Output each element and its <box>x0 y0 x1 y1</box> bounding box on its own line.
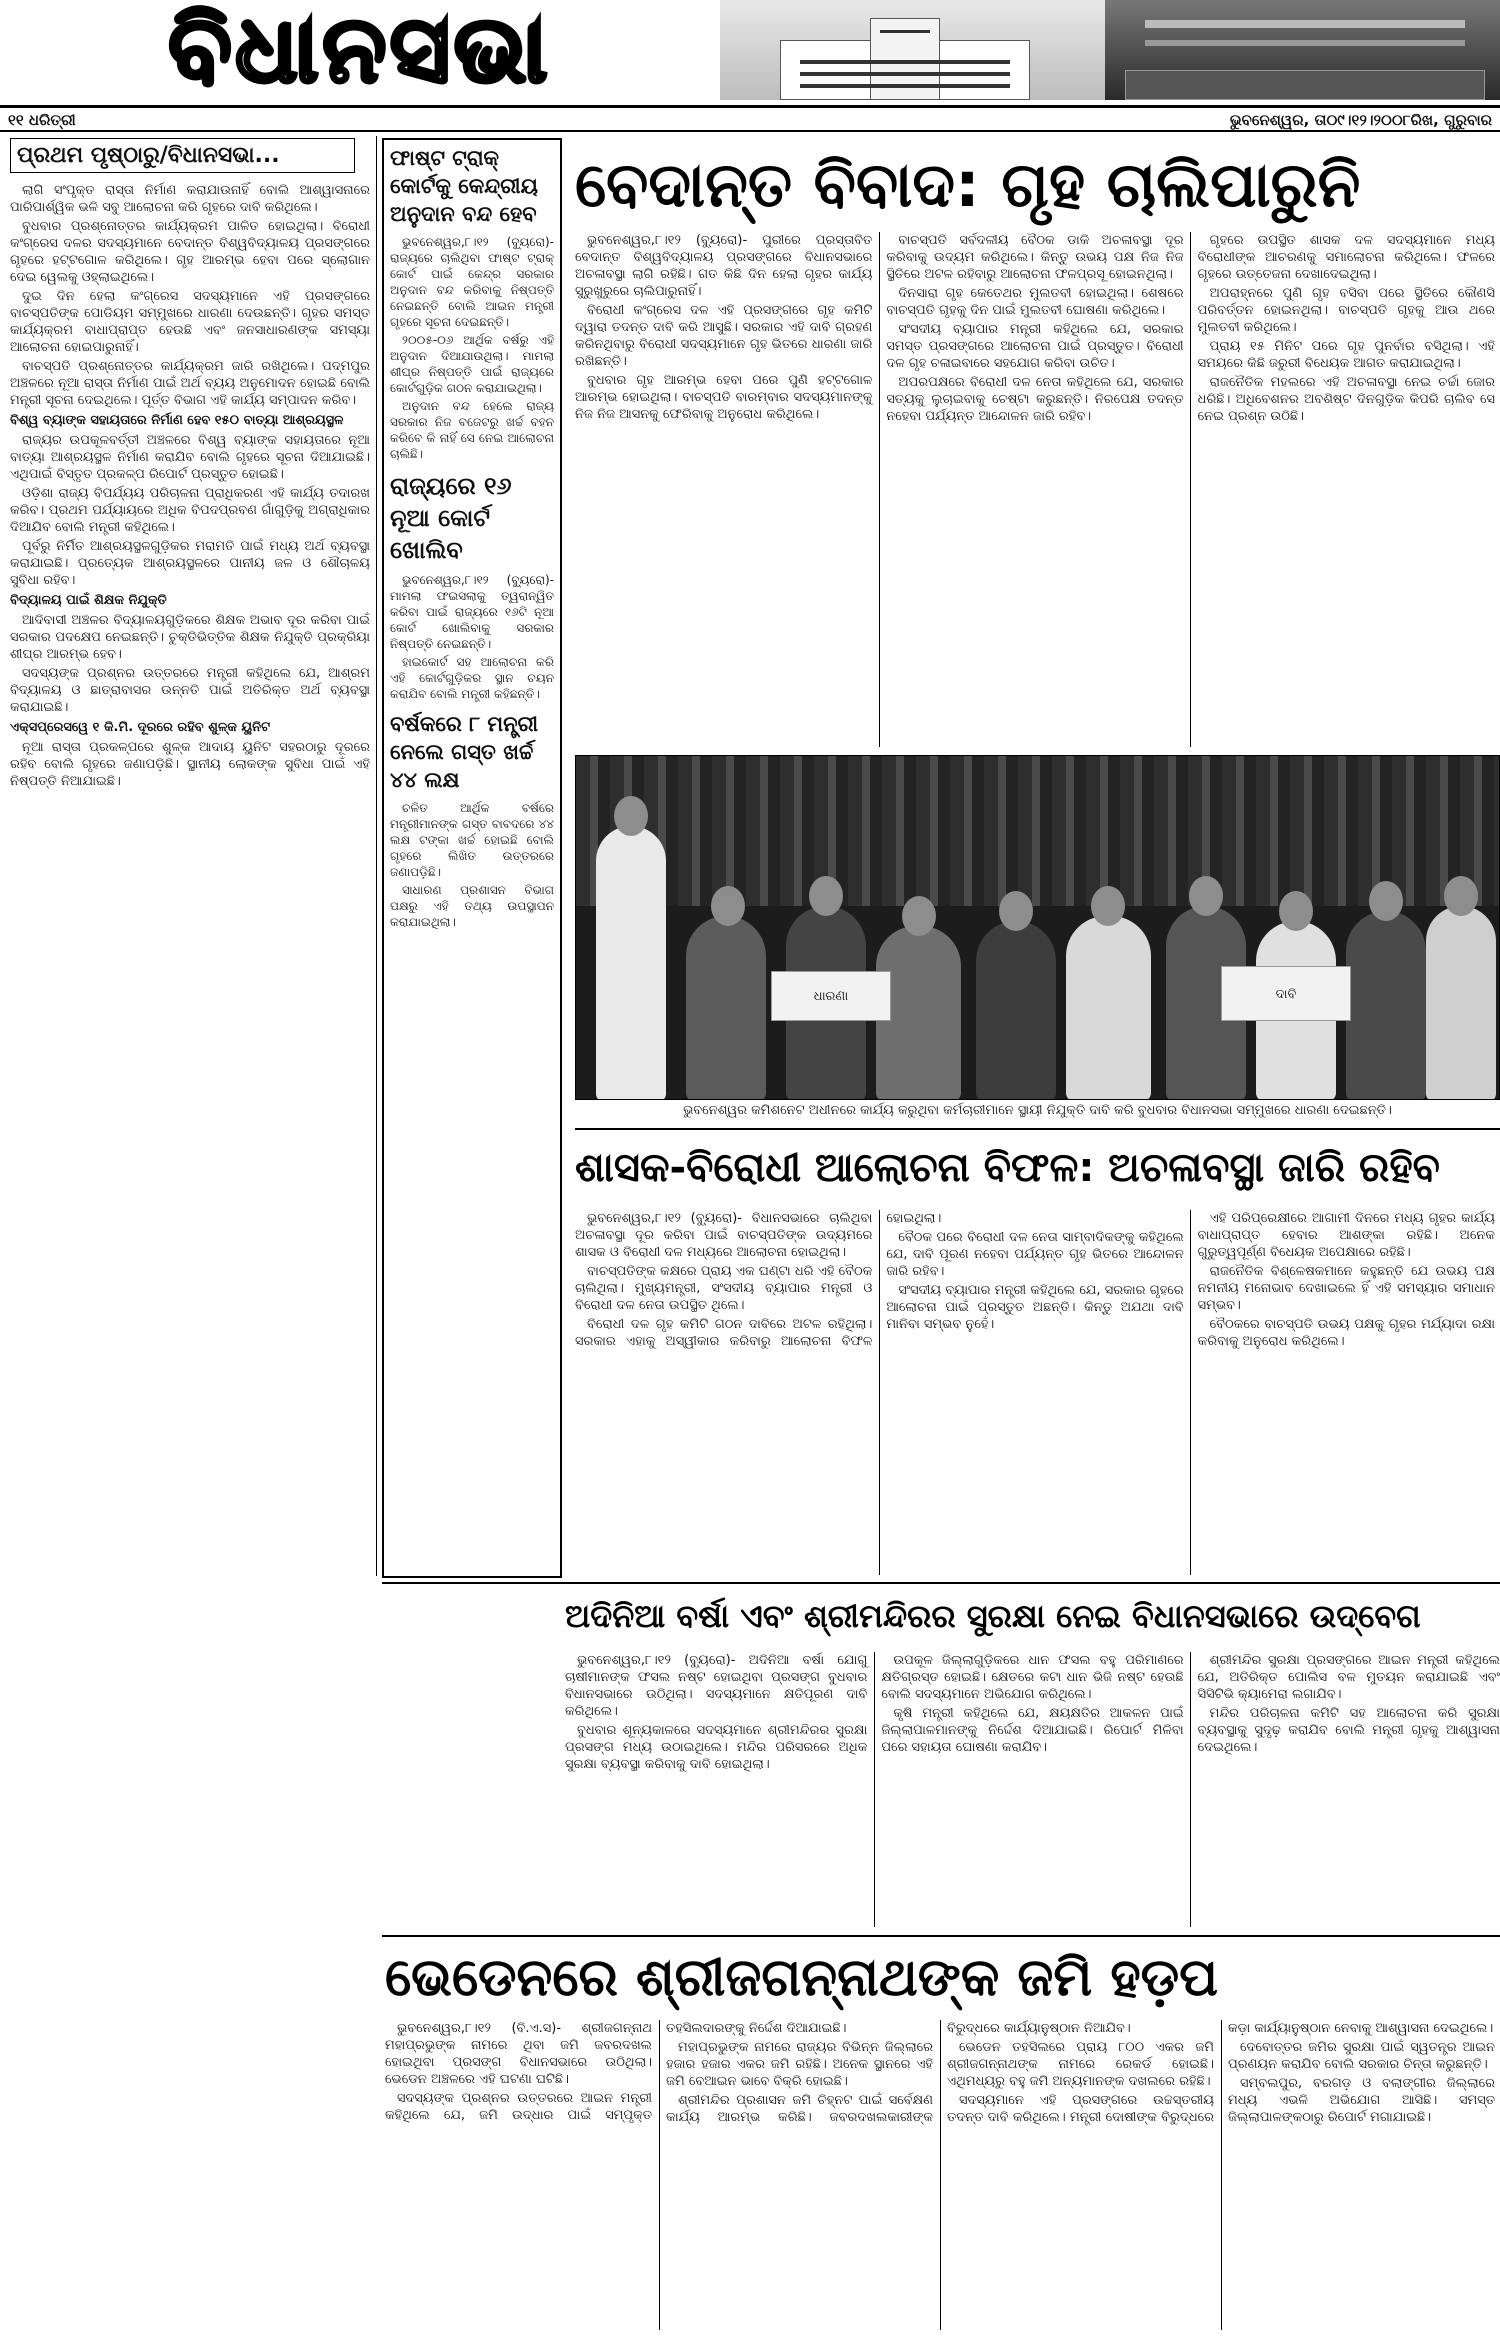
assembly-building-photo <box>720 0 1105 100</box>
minister-travel-headline: ବର୍ଷକରେ ୮ ମନ୍ତ୍ରୀ ନେଲେ ଗସ୍ତ ଖର୍ଚ୍ଚ ୪୪ ଲକ୍ଷ <box>390 712 539 792</box>
minister-travel-body <box>384 798 560 934</box>
rain-para: ଉପକୂଳ ଜିଲ୍ଲାଗୁଡ଼ିକରେ ଧାନ ଫସଲ ବହୁ ପରିମାଣରେ କ୍ଷତିଗ୍ରସ୍ତ ହୋଇଛି। କ୍ଷେତରେ କଟା ଧାନ ଭିଜି ନଷ୍ଟ ହେଉଛି ବୋଲି ସଦସ୍ୟମାନେ ଅଭିଯୋଗ କରିଥିଲେ। <box>881 1653 1184 1702</box>
section-rule <box>382 1935 1500 1937</box>
fast-track-para: ଭୁବନେଶ୍ୱର,୮।୧୨ (ବ୍ୟୁରୋ)- ରାଜ୍ୟରେ ଚାଲିଥିବା ଫାଷ୍ଟ ଟ୍ରାକ୍ କୋର୍ଟ ପାଇଁ କେନ୍ଦ୍ର ସରକାର ଅନୁଦାନ ବନ୍ଦ କରିବାକୁ ନିଷ୍ପତ୍ତି ନେଇଛନ୍ତି ବୋଲି ଆଇନ ମନ୍ତ୍ରୀ ଗୃହରେ ସୂଚନା ଦେଇଛନ୍ତି। <box>390 235 554 329</box>
vedanta-para: ବିରୋଧୀ କଂଗ୍ରେସ ଦଳ ଏହି ପ୍ରସଙ୍ଗରେ ଗୃହ କମିଟି ଦ୍ୱାରା ତଦନ୍ତ ଦାବି କରି ଆସୁଛି। ସରକାର ଏହି ଦାବି ଗ୍ରହଣ କରିନଥିବାରୁ ବିରୋଧୀ ସଦସ୍ୟମାନେ ଗୃହ ଭିତରେ ଧାରଣା ଜାରି ରଖିଛନ୍ତି। <box>575 303 873 369</box>
protest-banner-2: ଦାବି <box>1221 966 1351 1021</box>
fast-track-headline: ଫାଷ୍ଟ ଟ୍ରାକ୍ କୋର୍ଟକୁ କେନ୍ଦ୍ରୀୟ ଅନୁଦାନ ବନ୍ଦ ହେବ <box>390 146 538 226</box>
section-rule <box>382 1582 1500 1584</box>
rain-para: ଭୁବନେଶ୍ୱର,୮।୧୨ (ବ୍ୟୁରୋ)- ଅଦିନିଆ ବର୍ଷା ଯୋଗୁ ଚାଷୀମାନଙ୍କ ଫସଲ ନଷ୍ଟ ହୋଇଥିବା ପ୍ରସଙ୍ଗ ବୁଧବାର ବିଧାନସଭାରେ ଉଠିଥିଲା। ସଦସ୍ୟମାନେ କ୍ଷତିପୂରଣ ଦାବି କରିଥିଲେ। <box>565 1653 868 1719</box>
deadlock-para: ବୈଠକରେ ବାଚସ୍ପତି ଉଭୟ ପକ୍ଷକୁ ଗୃହର ମର୍ଯ୍ୟାଦା ରକ୍ଷା କରିବାକୁ ଅନୁରୋଧ କରିଥିଲେ। <box>1197 1317 1495 1349</box>
new-courts-headline: ରାଜ୍ୟରେ ୧୬ ନୂଆ କୋର୍ଟ ଖୋଲିବ <box>390 472 512 564</box>
jagannath-land-headline: ଭେଡେନରେ ଶ୍ରୀଜଗନ୍ନାଥଙ୍କ ଜମି ହଡ଼ପ <box>385 1948 1219 2008</box>
land-para: ସମ୍ବଲପୁର, ବରଗଡ଼ ଓ ବଲାଙ୍ଗୀର ଜିଲ୍ଲାରେ ମଧ୍ୟ ଏଭଳି ଅଭିଯୋଗ ଆସିଛି। ସମସ୍ତ ଜିଲ୍ଲାପାଳଙ୍କଠାରୁ ରିପୋର୍ଟ ମଗାଯାଇଛି। <box>1228 2076 1495 2125</box>
fast-track-court-box <box>382 138 562 1578</box>
page-number: ୧୧ ଧରିତ୍ରୀ <box>8 111 76 129</box>
left-para: ସଦସ୍ୟଙ୍କ ପ୍ରଶ୍ନର ଉତ୍ତରରେ ମନ୍ତ୍ରୀ କହିଥିଲେ ଯେ, ଆଶ୍ରମ ବିଦ୍ୟାଳୟ ଓ ଛାତ୍ରାବାସର ଉନ୍ନତି ପାଇଁ ଅତିରିକ୍ତ ଅର୍ଥ ବ୍ୟବସ୍ଥା କରାଯାଇଛି। <box>10 666 370 715</box>
deadlock-body <box>575 1210 1495 1575</box>
new-courts-body <box>384 570 560 706</box>
left-para: ନୂଆ ରାସ୍ତା ପ୍ରକଳ୍ପରେ ଶୁଳ୍କ ଆଦାୟ ୟୁନିଟ ସହରଠାରୁ ଦୂରରେ ରହିବ ବୋଲି ଗୃହରେ ଜଣାପଡ଼ିଛି। ସ୍ଥାନୀୟ ଲୋକଙ୍କ ସୁବିଧା ପାଇଁ ଏହି ନିଷ୍ପତ୍ତି ନିଆଯାଇଛି। <box>10 740 370 789</box>
vedanta-para: ସଂସଦୀୟ ବ୍ୟାପାର ମନ୍ତ୍ରୀ କହିଥିଲେ ଯେ, ସରକାର ସମସ୍ତ ପ୍ରସଙ୍ଗରେ ଆଲୋଚନା ପାଇଁ ପ୍ରସ୍ତୁତ। ବିରୋଧୀ ଦଳ ଗୃହ ଚଳାଇବାରେ ସହଯୋଗ କରିବା ଉଚିତ। <box>886 322 1184 371</box>
assembly-hall-photo <box>1105 0 1500 100</box>
minister-travel-para: ଚଳିତ ଆର୍ଥିକ ବର୍ଷରେ ମନ୍ତ୍ରୀମାନଙ୍କ ଗସ୍ତ ବାବଦରେ ୪୪ ଲକ୍ଷ ଟଙ୍କା ଖର୍ଚ୍ଚ ହୋଇଛି ବୋଲି ଗୃହରେ ଲିଖିତ ଉତ୍ତରରେ ଜଣାପଡ଼ିଛି। <box>390 801 554 879</box>
masthead <box>0 0 1500 108</box>
land-para: ମହାପ୍ରଭୁଙ୍କ ନାମରେ ରାଜ୍ୟର ବିଭିନ୍ନ ଜିଲ୍ଲାରେ ହଜାର ହଜାର ଏକର ଜମି ରହିଛି। ଅନେକ ସ୍ଥାନରେ ଏହି ଜମି ବେଆଇନ ଭାବେ ବିକ୍ରି ହୋଇଛି। <box>666 2040 933 2089</box>
left-subhead: ବିଶ୍ୱ ବ୍ୟାଙ୍କ ସହାୟତାରେ ନିର୍ମାଣ ହେବ ୧୫୦ ବାତ୍ୟା ଆଶ୍ରୟସ୍ଥଳ <box>10 413 344 428</box>
rain-para: ବୁଧବାର ଶୂନ୍ୟକାଳରେ ସଦସ୍ୟମାନେ ଶ୍ରୀମନ୍ଦିରର ସୁରକ୍ଷା ପ୍ରସଙ୍ଗ ମଧ୍ୟ ଉଠାଇଥିଲେ। ମନ୍ଦିର ପରିସରରେ ଅଧିକ ସୁରକ୍ଷା ବ୍ୟବସ୍ଥା କରିବାକୁ ଦାବି ହୋଇଥିଲା। <box>565 1723 868 1772</box>
vedanta-para: ଅପରାହ୍ନରେ ପୁଣି ଗୃହ ବସିବା ପରେ ସ୍ଥିତିରେ କୌଣସି ପରିବର୍ତ୍ତନ ହୋଇନଥିଲା। ବାଚସ୍ପତି ଗୃହକୁ ଆଉ ଥରେ ମୁଲତବୀ କରିଥିଲେ। <box>1197 286 1495 335</box>
vedanta-para: ଭୁବନେଶ୍ୱର,୮।୧୨ (ବ୍ୟୁରୋ)- ପୁରୀରେ ପ୍ରସ୍ତାବିତ ବେଦାନ୍ତ ବିଶ୍ୱବିଦ୍ୟାଳୟ ପ୍ରସଙ୍ଗରେ ବିଧାନସଭାରେ ଅଚଳାବସ୍ଥା ଲାଗି ରହିଛି। ଗତ କିଛି ଦିନ ହେଲା ଗୃହର କାର୍ଯ୍ୟ ସୁରୁଖୁରୁରେ ଚାଲିପାରୁନାହିଁ। <box>575 233 873 299</box>
land-para: ଭୁବନେଶ୍ୱର,୮।୧୨ (ବି.ଏ.ସ)- ଶ୍ରୀଜଗନ୍ନାଥ ମହାପ୍ରଭୁଙ୍କ ନାମରେ ଥିବା ଜମି ଜବରଦଖଲ ହୋଇଥିବା ପ୍ରସଙ୍ଗ ବିଧାନସଭାରେ ଉଠିଥିଲା। ଭେଡେନ ଅଞ୍ଚଳରେ ଏହି ଘଟଣା ଘଟିଛି। <box>385 2021 652 2087</box>
photo-caption: ଭୁବନେଶ୍ୱର କମିଶନେଟ ଅଧୀନରେ କାର୍ଯ୍ୟ କରୁଥିବା କର୍ମଚାରୀମାନେ ସ୍ଥାୟୀ ନିଯୁକ୍ତି ଦାବି କରି ବୁଧବାର ବିଧାନସଭା ସମ୍ମୁଖରେ ଧାରଣା ଦେଇଛନ୍ତି। <box>683 1103 1392 1118</box>
issue-date: ଭୁବନେଶ୍ୱର, ତା୦୯।୧୨।୨୦୦୮ରିଖ, ଗୁରୁବାର <box>1229 111 1492 129</box>
left-para: ପୂର୍ବରୁ ନିର୍ମିତ ଆଶ୍ରୟସ୍ଥଳଗୁଡ଼ିକର ମରାମତି ପାଇଁ ମଧ୍ୟ ଅର୍ଥ ବ୍ୟବସ୍ଥା କରାଯାଇଛି। ପ୍ରତ୍ୟେକ ଆଶ୍ରୟସ୍ଥଳରେ ପାନୀୟ ଜଳ ଓ ଶୌଚାଳୟ ସୁବିଧା ରହିବ। <box>10 539 370 588</box>
deadlock-para: ସଂସଦୀୟ ବ୍ୟାପାର ମନ୍ତ୍ରୀ କହିଥିଲେ ଯେ, ସରକାର ଗୃହରେ ଆଲୋଚନା ପାଇଁ ପ୍ରସ୍ତୁତ ଅଛନ୍ତି। କିନ୍ତୁ ଅଯଥା ଦାବି ମାନିବା ସମ୍ଭବ ନୁହେଁ। <box>886 1283 1184 1332</box>
land-para: ଭେଡେନ ତହସିଲରେ ପ୍ରାୟ ୮୦୦ ଏକର ଜମି ଶ୍ରୀଜଗନ୍ନାଥଙ୍କ ନାମରେ ରେକର୍ଡ ହୋଇଛି। ଏଥିମଧ୍ୟରୁ ବହୁ ଜମି ଅନ୍ୟମାନଙ୍କ ଦଖଲରେ ରହିଛି। <box>947 2040 1214 2089</box>
left-para: ଲାଗି ସଂପୃକ୍ତ ରାସ୍ତା ନିର୍ମାଣ କରାଯାଉନାହିଁ ବୋଲି ଆଶ୍ୱାସନାରେ ପାରିପାର୍ଶ୍ୱିକ ଭଳି ସବୁ ଆଲୋଚନା କରି ଗୃହରେ ଦାବି କରିଥିଲେ। <box>10 183 370 215</box>
continued-kicker: ପ୍ରଥମ ପୃଷ୍ଠାରୁ/ବିଧାନସଭା... <box>10 138 355 173</box>
fast-track-body <box>384 232 560 466</box>
vedanta-body <box>575 232 1495 747</box>
fast-track-para: ଅନୁଦାନ ବନ୍ଦ ହେଲେ ରାଜ୍ୟ ସରକାର ନିଜ ବଜେଟରୁ ଖର୍ଚ୍ଚ ବହନ କରିବେ କି ନାହିଁ ସେ ନେଇ ଆଲୋଚନା ଚାଲିଛି। <box>390 399 554 461</box>
vedanta-para: ଦିନସାରା ଗୃହ କେତେଥର ମୁଲତବୀ ହୋଇଥିଲା। ଶେଷରେ ବାଚସ୍ପତି ଗୃହକୁ ଦିନ ପାଇଁ ମୁଲତବୀ ଘୋଷଣା କରିଥିଲେ। <box>886 286 1184 318</box>
left-para: ବୁଧବାର ପ୍ରଶ୍ନୋତ୍ତର କାର୍ଯ୍ୟକ୍ରମ ପାଳିତ ହୋଇଥିଲା। ବିରୋଧୀ କଂଗ୍ରେସ ଦଳର ସଦସ୍ୟମାନେ ବେଦାନ୍ତ ବିଶ୍ୱବିଦ୍ୟାଳୟ ପ୍ରସଙ୍ଗରେ ଗୃହରେ ହଟ୍ଟଗୋଳ କରିଥିଲେ। ଗୃହ ଆରମ୍ଭ ହେବା ପରେ ସ୍ଲୋଗାନ ଦେଇ ୱେଲକୁ ଓହ୍ଲାଇଥିଲେ। <box>10 219 370 285</box>
column-divider <box>376 136 377 1576</box>
deadlock-headline: ଶାସକ-ବିରୋଧୀ ଆଲୋଚନା ବିଫଳ: ଅଚଳାବସ୍ଥା ଜାରି ରହିବ <box>575 1145 1440 1191</box>
deadlock-para: ବୈଠକ ପରେ ବିରୋଧୀ ଦଳ ନେତା ସାମ୍ବାଦିକଙ୍କୁ କହିଥିଲେ ଯେ, ଦାବି ପୂରଣ ନହେବା ପର୍ଯ୍ୟନ୍ତ ଗୃହ ଭିତରେ ଆନ୍ଦୋଳନ ଜାରି ରହିବ। <box>886 1230 1184 1279</box>
left-para: ବାଚସ୍ପତି ପ୍ରଶ୍ନୋତ୍ତର କାର୍ଯ୍ୟକ୍ରମ ଜାରି ରଖିଥିଲେ। ପଦ୍ମପୁର ଅଞ୍ଚଳରେ ନୂଆ ରାସ୍ତା ନିର୍ମାଣ ପାଇଁ ଅର୍ଥ ବ୍ୟୟ ଅନୁମୋଦନ ହୋଇଛି ବୋଲି ମନ୍ତ୍ରୀ ସୂଚନା ଦେଇଥିଲେ। ପୂର୍ତ୍ତ ବିଭାଗ ଏହି କାର୍ଯ୍ୟ ସମ୍ପାଦନ କରିବ। <box>10 359 370 408</box>
rain-para: ଶ୍ରୀମନ୍ଦିର ସୁରକ୍ଷା ପ୍ରସଙ୍ଗରେ ଆଇନ ମନ୍ତ୍ରୀ କହିଥିଲେ ଯେ, ଅତିରିକ୍ତ ପୋଲିସ ବଳ ମୁତୟନ କରାଯାଇଛି ଏବଂ ସିସିଟିଭି କ୍ୟାମେରା ଲଗାଯିବ। <box>1197 1653 1500 1702</box>
left-para: ଓଡ଼ିଶା ରାଜ୍ୟ ବିପର୍ଯ୍ୟୟ ପରିଚାଳନା ପ୍ରାଧିକରଣ ଏହି କାର୍ଯ୍ୟ ତଦାରଖ କରିବ। ପ୍ରଥମ ପର୍ଯ୍ୟାୟରେ ଅଧିକ ବିପଦପ୍ରବଣ ଗାଁଗୁଡ଼ିକୁ ଅଗ୍ରାଧିକାର ଦିଆଯିବ ବୋଲି ମନ୍ତ୍ରୀ କହିଥିଲେ। <box>10 486 370 535</box>
land-para: ଦେବୋତ୍ତର ଜମିର ସୁରକ୍ଷା ପାଇଁ ସ୍ୱତନ୍ତ୍ର ଆଇନ ପ୍ରଣୟନ କରାଯିବ ବୋଲି ସରକାର ଚିନ୍ତା କରୁଛନ୍ତି। <box>1228 2040 1495 2072</box>
vedanta-para: ଗୃହରେ ଉପସ୍ଥିତ ଶାସକ ଦଳ ସଦସ୍ୟମାନେ ମଧ୍ୟ ବିରୋଧୀଙ୍କ ଆଚରଣକୁ ସମାଲୋଚନା କରିଥିଲେ। ଫଳରେ ଗୃହରେ ଉତ୍ତେଜନା ଦେଖାଦେଇଥିଲା। <box>1197 233 1495 282</box>
left-subhead: ଏକ୍ସପ୍ରେସୱେ ୧ କି.ମି. ଦୂରରେ ରହିବ ଶୁଳ୍କ ୟୁନିଟ <box>10 720 271 735</box>
land-para: ସଦସ୍ୟଙ୍କ ପ୍ରଶ୍ନର ଉତ୍ତରରେ ଆଇନ ମନ୍ତ୍ରୀ କହିଥିଲେ ଯେ, ଜମି ଉଦ୍ଧାର ପାଇଁ ସମ୍ପୃକ୍ତ ତହସିଲଦାରଙ୍କୁ ନିର୍ଦ୍ଦେଶ ଦିଆଯାଇଛି। <box>385 2021 847 2123</box>
dateline-bar <box>0 108 1500 132</box>
protest-photo <box>575 755 1500 1100</box>
left-column <box>10 182 370 2327</box>
vedanta-headline: ବେଦାନ୍ତ ବିବାଦ: ଗୃହ ଚାଲିପାରୁନି <box>575 148 1361 221</box>
new-courts-para: ହାଇକୋର୍ଟ ସହ ଆଲୋଚନା କରି ଏହି କୋର୍ଟଗୁଡ଼ିକର ସ୍ଥାନ ଚୟନ କରାଯିବ ବୋଲି ମନ୍ତ୍ରୀ କହିଛନ୍ତି। <box>390 655 554 701</box>
vedanta-para: ବୁଧବାର ଗୃହ ଆରମ୍ଭ ହେବା ପରେ ପୁଣି ହଟ୍ଟଗୋଳ ଆରମ୍ଭ ହୋଇଥିଲା। ବାଚସ୍ପତି ବାରମ୍ବାର ସଦସ୍ୟମାନଙ୍କୁ ନିଜ ନିଜ ଆସନକୁ ଫେରିବାକୁ ଅନୁରୋଧ କରିଥିଲେ। <box>575 373 873 422</box>
land-para: ସଦସ୍ୟମାନେ ଏହି ପ୍ରସଙ୍ଗରେ ଉଚ୍ଚସ୍ତରୀୟ ତଦନ୍ତ ଦାବି କରିଥିଲେ। ମନ୍ତ୍ରୀ ଦୋଷୀଙ୍କ ବିରୁଦ୍ଧରେ କଡ଼ା କାର୍ଯ୍ୟାନୁଷ୍ଠାନ ନେବାକୁ ଆଶ୍ୱାସନା ଦେଇଥିଲେ। <box>947 2021 1494 2125</box>
new-courts-para: ଭୁବନେଶ୍ୱର,୮।୧୨ (ବ୍ୟୁରୋ)- ମାମଲା ଫଇସଲାକୁ ତ୍ୱରାନ୍ୱିତ କରିବା ପାଇଁ ରାଜ୍ୟରେ ୧୬ଟି ନୂଆ କୋର୍ଟ ଖୋଲିବାକୁ ସରକାର ନିଷ୍ପତ୍ତି ନେଇଛନ୍ତି। <box>390 573 554 651</box>
rain-para: କୃଷି ମନ୍ତ୍ରୀ କହିଥିଲେ ଯେ, କ୍ଷୟକ୍ଷତିର ଆକଳନ ପାଇଁ ଜିଲ୍ଲାପାଳମାନଙ୍କୁ ନିର୍ଦ୍ଦେଶ ଦିଆଯାଇଛି। ରିପୋର୍ଟ ମିଳିବା ପରେ ସହାୟତା ଘୋଷଣା କରାଯିବ। <box>881 1706 1184 1755</box>
protest-banner-1: ଧାରଣା <box>771 971 891 1021</box>
deadlock-para: ରାଜନୈତିକ ବିଶ୍ଳେଷକମାନେ କହୁଛନ୍ତି ଯେ ଉଭୟ ପକ୍ଷ ନମନୀୟ ମନୋଭାବ ଦେଖାଇଲେ ହିଁ ଏହି ସମସ୍ୟାର ସମାଧାନ ସମ୍ଭବ। <box>1197 1264 1495 1313</box>
left-subhead: ବିଦ୍ୟାଳୟ ପାଇଁ ଶିକ୍ଷକ ନିଯୁକ୍ତି <box>10 593 167 608</box>
fast-track-para: ୨୦୦୫-୦୬ ଆର୍ଥିକ ବର୍ଷରୁ ଏହି ଅନୁଦାନ ଦିଆଯାଉଥିଲା। ମାମଲା ଶୀଘ୍ର ନିଷ୍ପତ୍ତି ପାଇଁ ରାଜ୍ୟରେ କୋର୍ଟଗୁଡ଼ିକ ଗଠନ କରାଯାଇଥିଲା। <box>390 333 554 395</box>
vedanta-para: ରାଜନୈତିକ ମହଲରେ ଏହି ଅଚଳାବସ୍ଥା ନେଇ ଚର୍ଚ୍ଚା ଜୋର ଧରିଛି। ଅଧିବେଶନର ଅବଶିଷ୍ଟ ଦିନଗୁଡ଼ିକ କିପରି ଚାଲିବ ସେ ନେଇ ପ୍ରଶ୍ନ ଉଠିଛି। <box>1197 375 1495 424</box>
deadlock-para: ଭୁବନେଶ୍ୱର,୮।୧୨ (ବ୍ୟୁରୋ)- ବିଧାନସଭାରେ ଚାଲିଥିବା ଅଚଳାବସ୍ଥା ଦୂର କରିବା ପାଇଁ ବାଚସ୍ପତିଙ୍କ ଉଦ୍ୟମରେ ଶାସକ ଓ ବିରୋଧୀ ଦଳ ମଧ୍ୟରେ ଆଲୋଚନା ହୋଇଥିଲା। <box>575 1211 873 1260</box>
rain-para: ମନ୍ଦିର ପରିଚାଳନା କମିଟି ସହ ଆଲୋଚନା କରି ସୁରକ୍ଷା ବ୍ୟବସ୍ଥାକୁ ସୁଦୃଢ଼ କରାଯିବ ବୋଲି ମନ୍ତ୍ରୀ ଗୃହକୁ ଆଶ୍ୱାସନା ଦେଇଥିଲେ। <box>1197 1706 1500 1755</box>
left-para: ରାଜ୍ୟର ଉପକୂଳବର୍ତ୍ତୀ ଅଞ୍ଚଳରେ ବିଶ୍ୱ ବ୍ୟାଙ୍କ ସହାୟତାରେ ନୂଆ ବାତ୍ୟା ଆଶ୍ରୟସ୍ଥଳ ନିର୍ମାଣ କରାଯିବ ବୋଲି ଗୃହରେ ସୂଚନା ଦିଆଯାଇଛି। ଏଥିପାଇଁ ବିସ୍ତୃତ ପ୍ରକଳ୍ପ ରିପୋର୍ଟ ପ୍ରସ୍ତୁତ ହୋଇଛି। <box>10 433 370 482</box>
deadlock-para: ଏହି ପରିପ୍ରେକ୍ଷୀରେ ଆଗାମୀ ଦିନରେ ମଧ୍ୟ ଗୃହର କାର୍ଯ୍ୟ ବାଧାପ୍ରାପ୍ତ ହେବାର ଆଶଙ୍କା ରହିଛି। ଅନେକ ଗୁରୁତ୍ୱପୂର୍ଣ୍ଣ ବିଧେୟକ ଅପେକ୍ଷାରେ ରହିଛି। <box>1197 1211 1495 1260</box>
deadlock-para: ବାଚସ୍ପତିଙ୍କ କକ୍ଷରେ ପ୍ରାୟ ଏକ ଘଣ୍ଟା ଧରି ଏହି ବୈଠକ ଚାଲିଥିଲା। ମୁଖ୍ୟମନ୍ତ୍ରୀ, ସଂସଦୀୟ ବ୍ୟାପାର ମନ୍ତ୍ରୀ ଓ ବିରୋଧୀ ଦଳ ନେତା ଉପସ୍ଥିତ ଥିଲେ। <box>575 1264 873 1313</box>
rain-temple-headline: ଅଦିନିଆ ବର୍ଷା ଏବଂ ଶ୍ରୀମନ୍ଦିରର ସୁରକ୍ଷା ନେଇ ବିଧାନସଭାରେ ଉଦ୍‌ବେଗ <box>565 1597 1421 1635</box>
jagannath-land-body <box>385 2020 1495 2330</box>
left-para: ଆଦିବାସୀ ଅଞ୍ଚଳର ବିଦ୍ୟାଳୟଗୁଡ଼ିକରେ ଶିକ୍ଷକ ଅଭାବ ଦୂର କରିବା ପାଇଁ ସରକାର ପଦକ୍ଷେପ ନେଇଛନ୍ତି। ଚୁକ୍ତିଭିତ୍ତିକ ଶିକ୍ଷକ ନିଯୁକ୍ତି ପ୍ରକ୍ରିୟା ଶୀଘ୍ର ଆରମ୍ଭ ହେବ। <box>10 613 370 662</box>
vedanta-para: ଅପରପକ୍ଷରେ ବିରୋଧୀ ଦଳ ନେତା କହିଥିଲେ ଯେ, ସରକାର ସତ୍ୟକୁ ଲୁଚାଇବାକୁ ଚେଷ୍ଟା କରୁଛନ୍ତି। ନିରପେକ୍ଷ ତଦନ୍ତ ନହେବା ପର୍ଯ୍ୟନ୍ତ ଆନ୍ଦୋଳନ ଜାରି ରହିବ। <box>886 375 1184 424</box>
vedanta-para: ବାଚସ୍ପତି ସର୍ବଦଳୀୟ ବୈଠକ ଡାକି ଅଚଳାବସ୍ଥା ଦୂର କରିବାକୁ ଉଦ୍ୟମ କରିଥିଲେ। କିନ୍ତୁ ଉଭୟ ପକ୍ଷ ନିଜ ନିଜ ସ୍ଥିତିରେ ଅଟଳ ରହିବାରୁ ଆଲୋଚନା ଫଳପ୍ରସୂ ହୋଇନଥିଲା। <box>886 233 1184 282</box>
vedanta-para: ପ୍ରାୟ ୧୫ ମିନିଟ ପରେ ଗୃହ ପୁନର୍ବାର ବସିଥିଲା। ଏହି ସମୟରେ କିଛି ଜରୁରୀ ବିଧେୟକ ଆଗତ କରାଯାଇଥିଲା। <box>1197 339 1495 371</box>
rain-temple-body <box>565 1652 1500 1927</box>
left-para: ଦୁଇ ଦିନ ହେଲା କଂଗ୍ରେସ ସଦସ୍ୟମାନେ ଏହି ପ୍ରସଙ୍ଗରେ ବାଚସ୍ପତିଙ୍କ ପୋଡିୟମ ସମ୍ମୁଖରେ ଧାରଣା ଦେଉଛନ୍ତି। ଗୃହର ସମସ୍ତ କାର୍ଯ୍ୟକ୍ରମ ବାଧାପ୍ରାପ୍ତ ହେଉଛି ଏବଂ ଜନସାଧାରଣଙ୍କ ସମସ୍ୟା ଆଲୋଚନା ହୋଇପାରୁନାହିଁ। <box>10 289 370 355</box>
masthead-title: ବିଧାନସଭା <box>168 0 552 103</box>
land-para: ଶ୍ରୀମନ୍ଦିର ପ୍ରଶାସନ ଜମି ଚିହ୍ନଟ ପାଇଁ ସର୍ବେକ୍ଷଣ କାର୍ଯ୍ୟ ଆରମ୍ଭ କରିଛି। ଜବରଦଖଲକାରୀଙ୍କ ବିରୁଦ୍ଧରେ କାର୍ଯ୍ୟାନୁଷ୍ଠାନ ନିଆଯିବ। <box>666 2021 1131 2125</box>
section-rule <box>575 1128 1500 1130</box>
minister-travel-para: ସାଧାରଣ ପ୍ରଶାସନ ବିଭାଗ ପକ୍ଷରୁ ଏହି ତଥ୍ୟ ଉପସ୍ଥାପନ କରାଯାଇଥିଲା। <box>390 883 554 929</box>
deadlock-para: ବିରୋଧୀ ଦଳ ଗୃହ କମିଟି ଗଠନ ଦାବିରେ ଅଟଳ ରହିଥିଲା। ସରକାର ଏହାକୁ ଅସ୍ୱୀକାର କରିବାରୁ ଆଲୋଚନା ବିଫଳ ହୋଇଥିଲା। <box>575 1211 942 1349</box>
